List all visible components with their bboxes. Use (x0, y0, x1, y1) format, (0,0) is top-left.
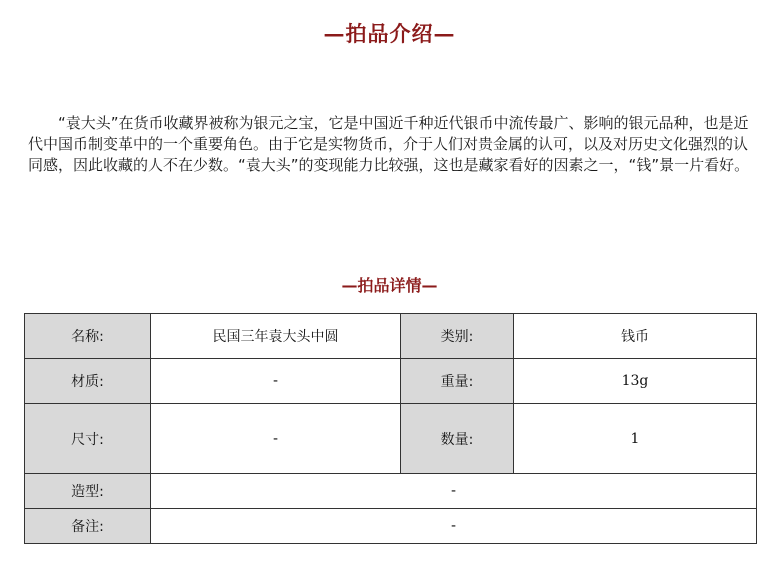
quantity-value: 1 (514, 404, 757, 474)
name-value: 民国三年袁大头中圆 (151, 314, 401, 359)
size-label: 尺寸: (25, 404, 151, 474)
category-label: 类别: (401, 314, 514, 359)
notes-value: - (151, 509, 757, 544)
intro-section-title: —拍品介绍— (323, 21, 456, 46)
notes-label: 备注: (25, 509, 151, 544)
weight-label: 重量: (401, 359, 514, 404)
weight-value: 13g (514, 359, 757, 404)
shape-value: - (151, 474, 757, 509)
shape-label: 造型: (25, 474, 151, 509)
intro-paragraph: “袁大头”在货币收藏界被称为银元之宝，它是中国近千种近代银币中流传最广、影响的银元品种，也是近代中国币制变革中的一个重要角色。由于它是实物货币，介于人们对贵金属的认可，以及对历史文化强烈的认同感，因此收藏的人不在少数。“袁大头”的变现能力比较强，这也是藏家看好的因素之一，“钱”景一片看好。 (28, 114, 750, 174)
table-row (25, 314, 757, 359)
material-label: 材质: (25, 359, 151, 404)
table-row (25, 474, 757, 509)
size-value: - (151, 404, 401, 474)
table-row (25, 509, 757, 544)
table-row (25, 359, 757, 404)
material-value: - (151, 359, 401, 404)
table-row (25, 404, 757, 474)
details-table (24, 313, 757, 544)
category-value: 钱币 (514, 314, 757, 359)
quantity-label: 数量: (401, 404, 514, 474)
details-section-title: —拍品详情— (341, 276, 438, 295)
name-label: 名称: (25, 314, 151, 359)
